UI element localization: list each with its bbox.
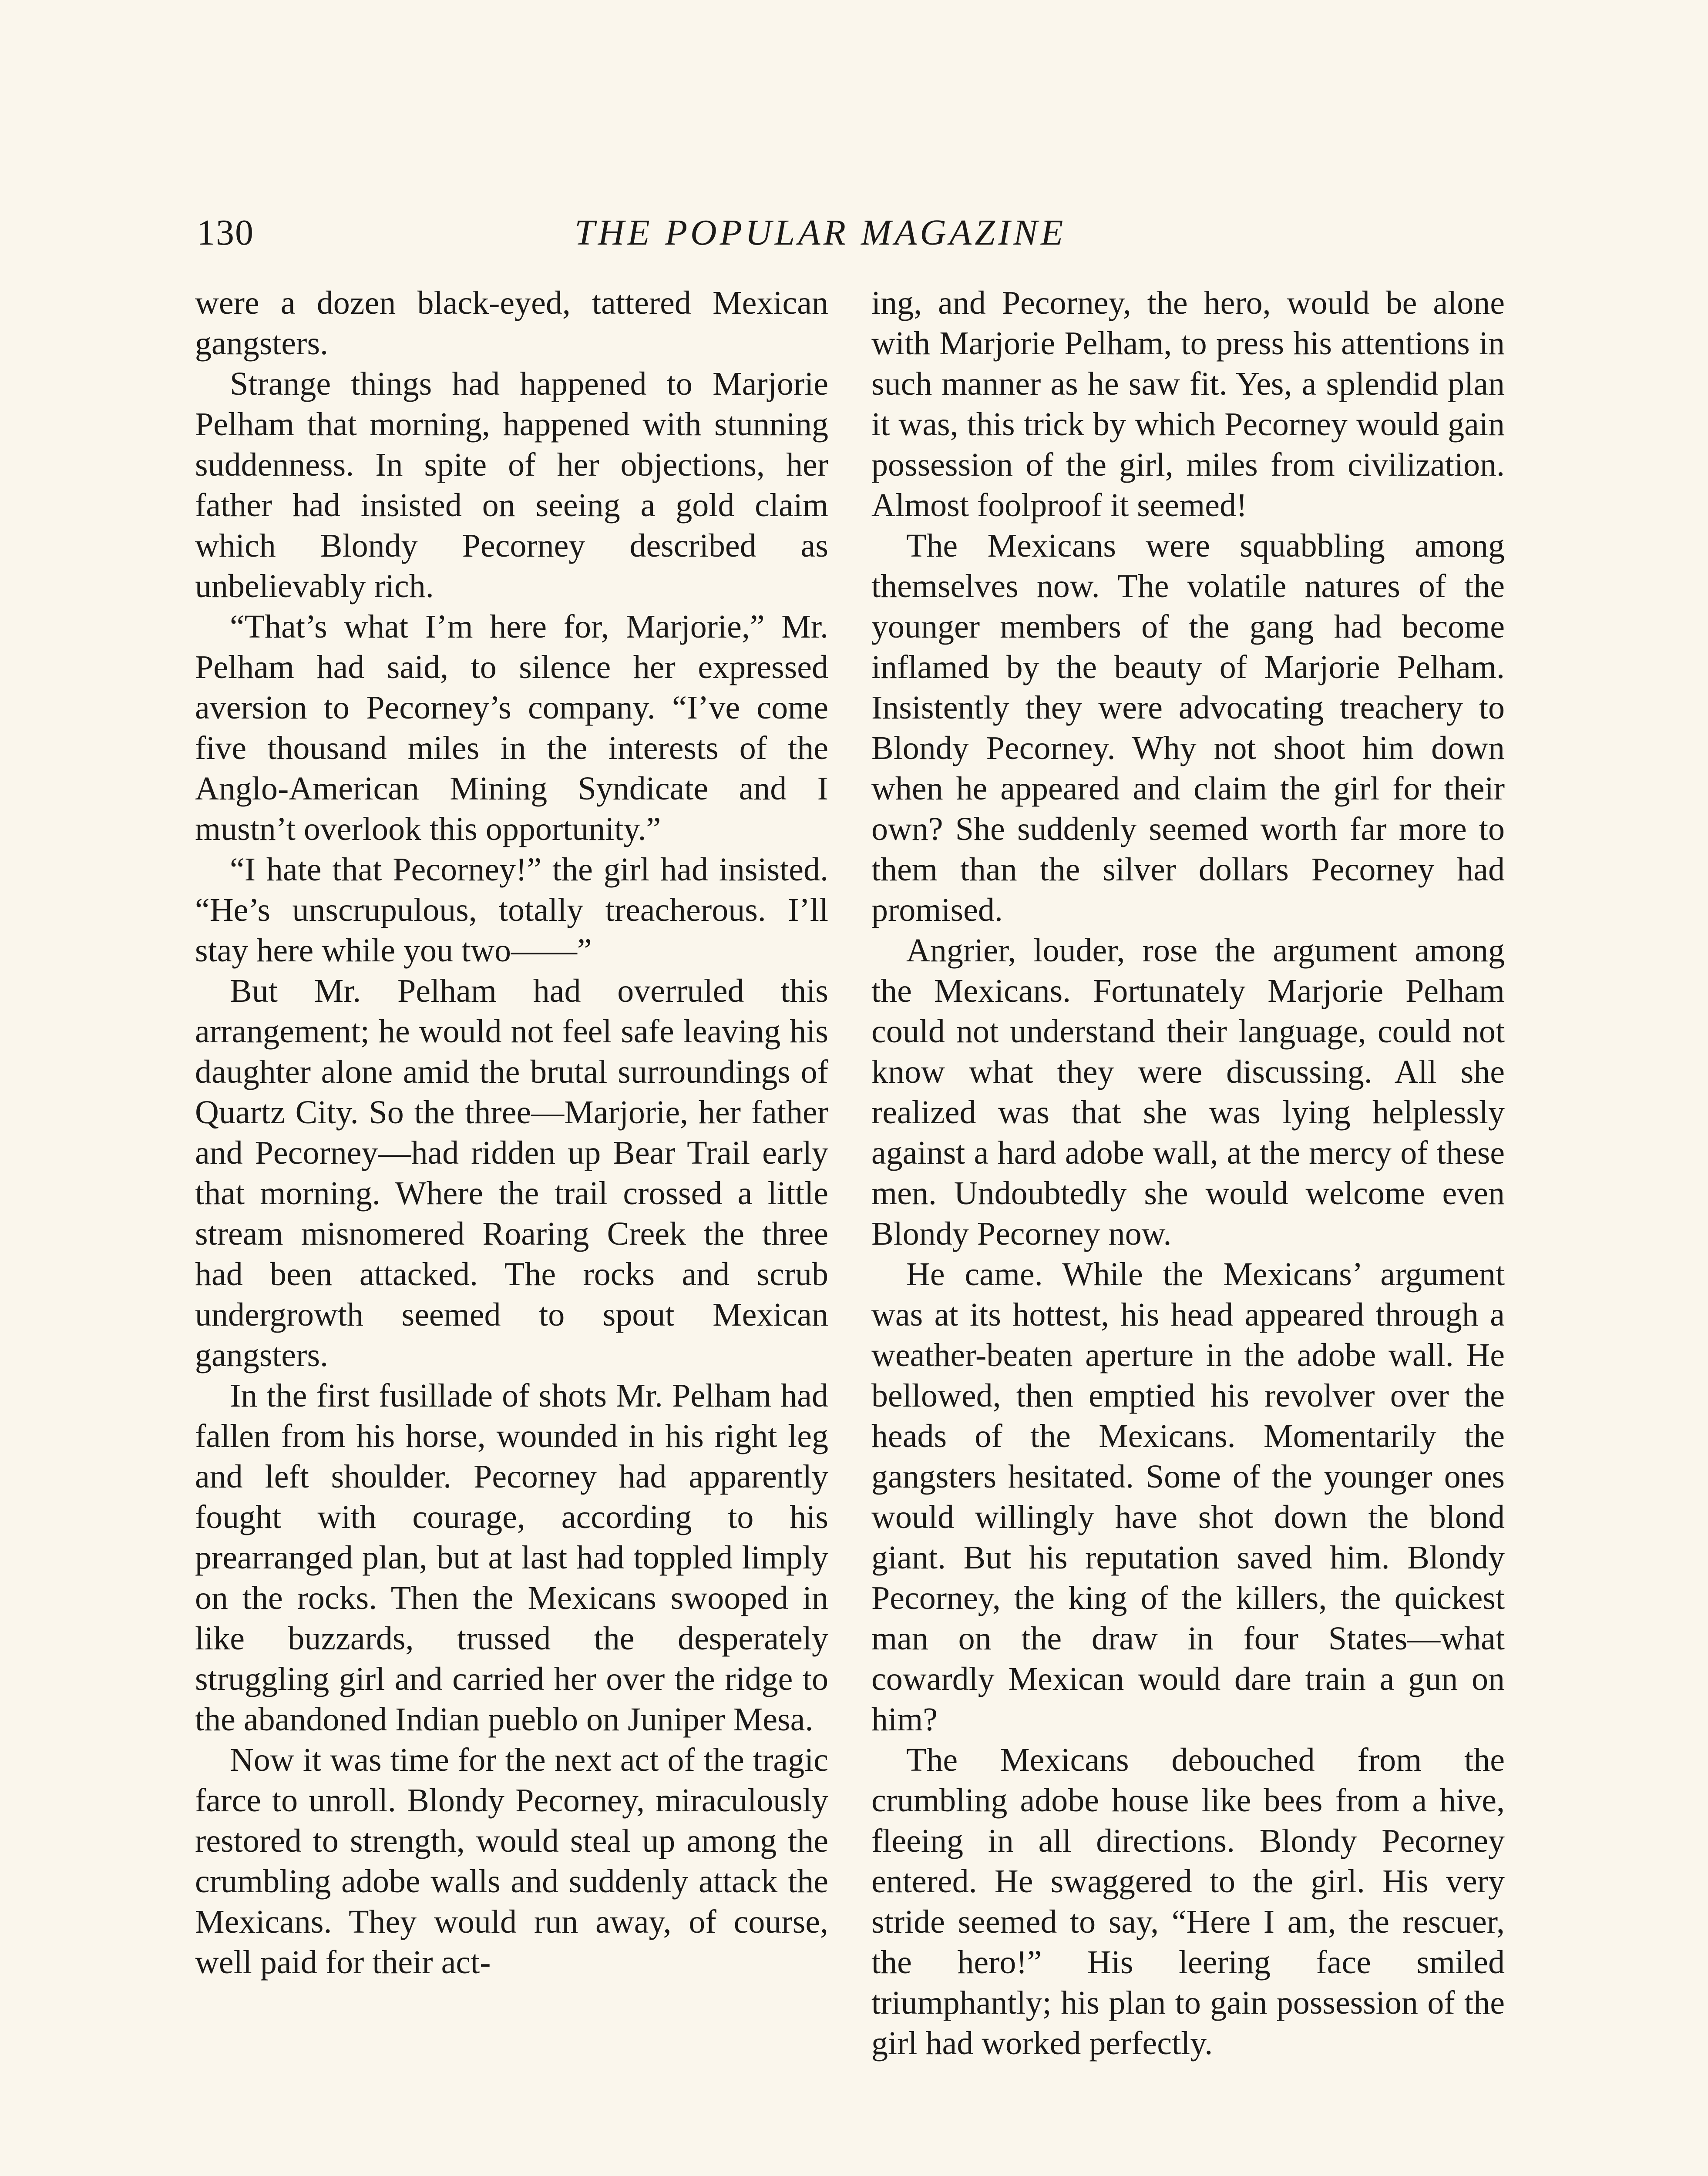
paragraph: The Mexicans debouched from the crumbling adobe house like bees from a hive, fleeing in all directions. Blondy Pecorney entered. He swaggered to the girl. His very stride seemed to say, “Here I am, the rescuer, the hero!” His leering face smiled triumphantly; his plan to gain possession of the girl had worked perfectly.	[871, 1742, 1505, 2062]
running-title: THE POPULAR MAGAZINE	[575, 212, 1066, 253]
left-column	[195, 283, 828, 1983]
paragraph: In the first fusillade of shots Mr. Pelham had fallen from his horse, wounded in his right leg and left shoulder. Pecorney had apparently fought with courage, according to his prearranged plan, but at last had toppled limply on the rocks. Then the Mexicans swooped in like buzzards, trussed the desperately struggling girl and carried her over the ridge to the abandoned Indian pueblo on Juniper Mesa.	[195, 1377, 828, 1738]
paragraph: ing, and Pecorney, the hero, would be alone with Marjorie Pelham, to press his attentions in such manner as he saw fit. Yes, a splendid plan it was, this trick by which Pecorney would gain possession of the girl, miles from civilization. Almost foolproof it seemed!	[871, 285, 1505, 524]
paragraph: But Mr. Pelham had overruled this arrangement; he would not feel safe leaving his daughter alone amid the brutal surroundings of Quartz City. So the three—Marjorie, her father and Pecorney—had ridden up Bear Trail early that morning. Where the trail crossed a little stream misnomered Roaring Creek the three had been attacked. The rocks and scrub undergrowth seemed to spout Mexican gangsters.	[195, 973, 828, 1373]
paragraph: “I hate that Pecorney!” the girl had insisted. “He’s unscrupulous, totally treacherous. I’ll stay here while you two——”	[195, 851, 828, 969]
page-number: 130	[197, 212, 254, 253]
paragraph: He came. While the Mexicans’ argument was at its hottest, his head appeared through a weather-beaten aperture in the adobe wall. He bellowed, then emptied his revolver over the heads of the Mexicans. Momentarily the gangsters hesitated. Some of the younger ones would willingly have shot down the blond giant. But his reputation saved him. Blondy Pecorney, the king of the killers, the quickest man on the draw in four States—what cowardly Mexican would dare train a gun on him?	[871, 1256, 1505, 1738]
paragraph: “That’s what I’m here for, Marjorie,” Mr. Pelham had said, to silence her expressed aversion to Pecorney’s company. “I’ve come five thousand miles in the interests of the Anglo-American Mining Syndicate and I mustn’t overlook this opportunity.”	[195, 608, 828, 847]
paragraph: Strange things had happened to Marjorie Pelham that morning, happened with stunning suddenness. In spite of her objections, her father had insisted on seeing a gold claim which Blondy Pecorney described as unbelievably rich.	[195, 366, 828, 604]
paragraph: The Mexicans were squabbling among themselves now. The volatile natures of the younger members of the gang had become inflamed by the beauty of Marjorie Pelham. Insistently they were advocating treachery to Blondy Pecorney. Why not shoot him down when he appeared and claim the girl for their own? She suddenly seemed worth far more to them than the silver dollars Pecorney had promised.	[871, 527, 1505, 928]
paragraph: were a dozen black-eyed, tattered Mexican gangsters.	[195, 285, 828, 362]
page-header	[0, 205, 1708, 270]
right-column	[871, 283, 1505, 2064]
paragraph: Angrier, louder, rose the argument among the Mexicans. Fortunately Marjorie Pelham could not understand their language, could not know what they were discussing. All she realized was that she was lying helplessly against a hard adobe wall, at the mercy of these men. Undoubtedly she would welcome even Blondy Pecorney now.	[871, 932, 1505, 1252]
paragraph: Now it was time for the next act of the tragic farce to unroll. Blondy Pecorney, miraculously restored to strength, would steal up among the crumbling adobe walls and suddenly attack the Mexicans. They would run away, of course, well paid for their act-	[195, 1742, 828, 1981]
